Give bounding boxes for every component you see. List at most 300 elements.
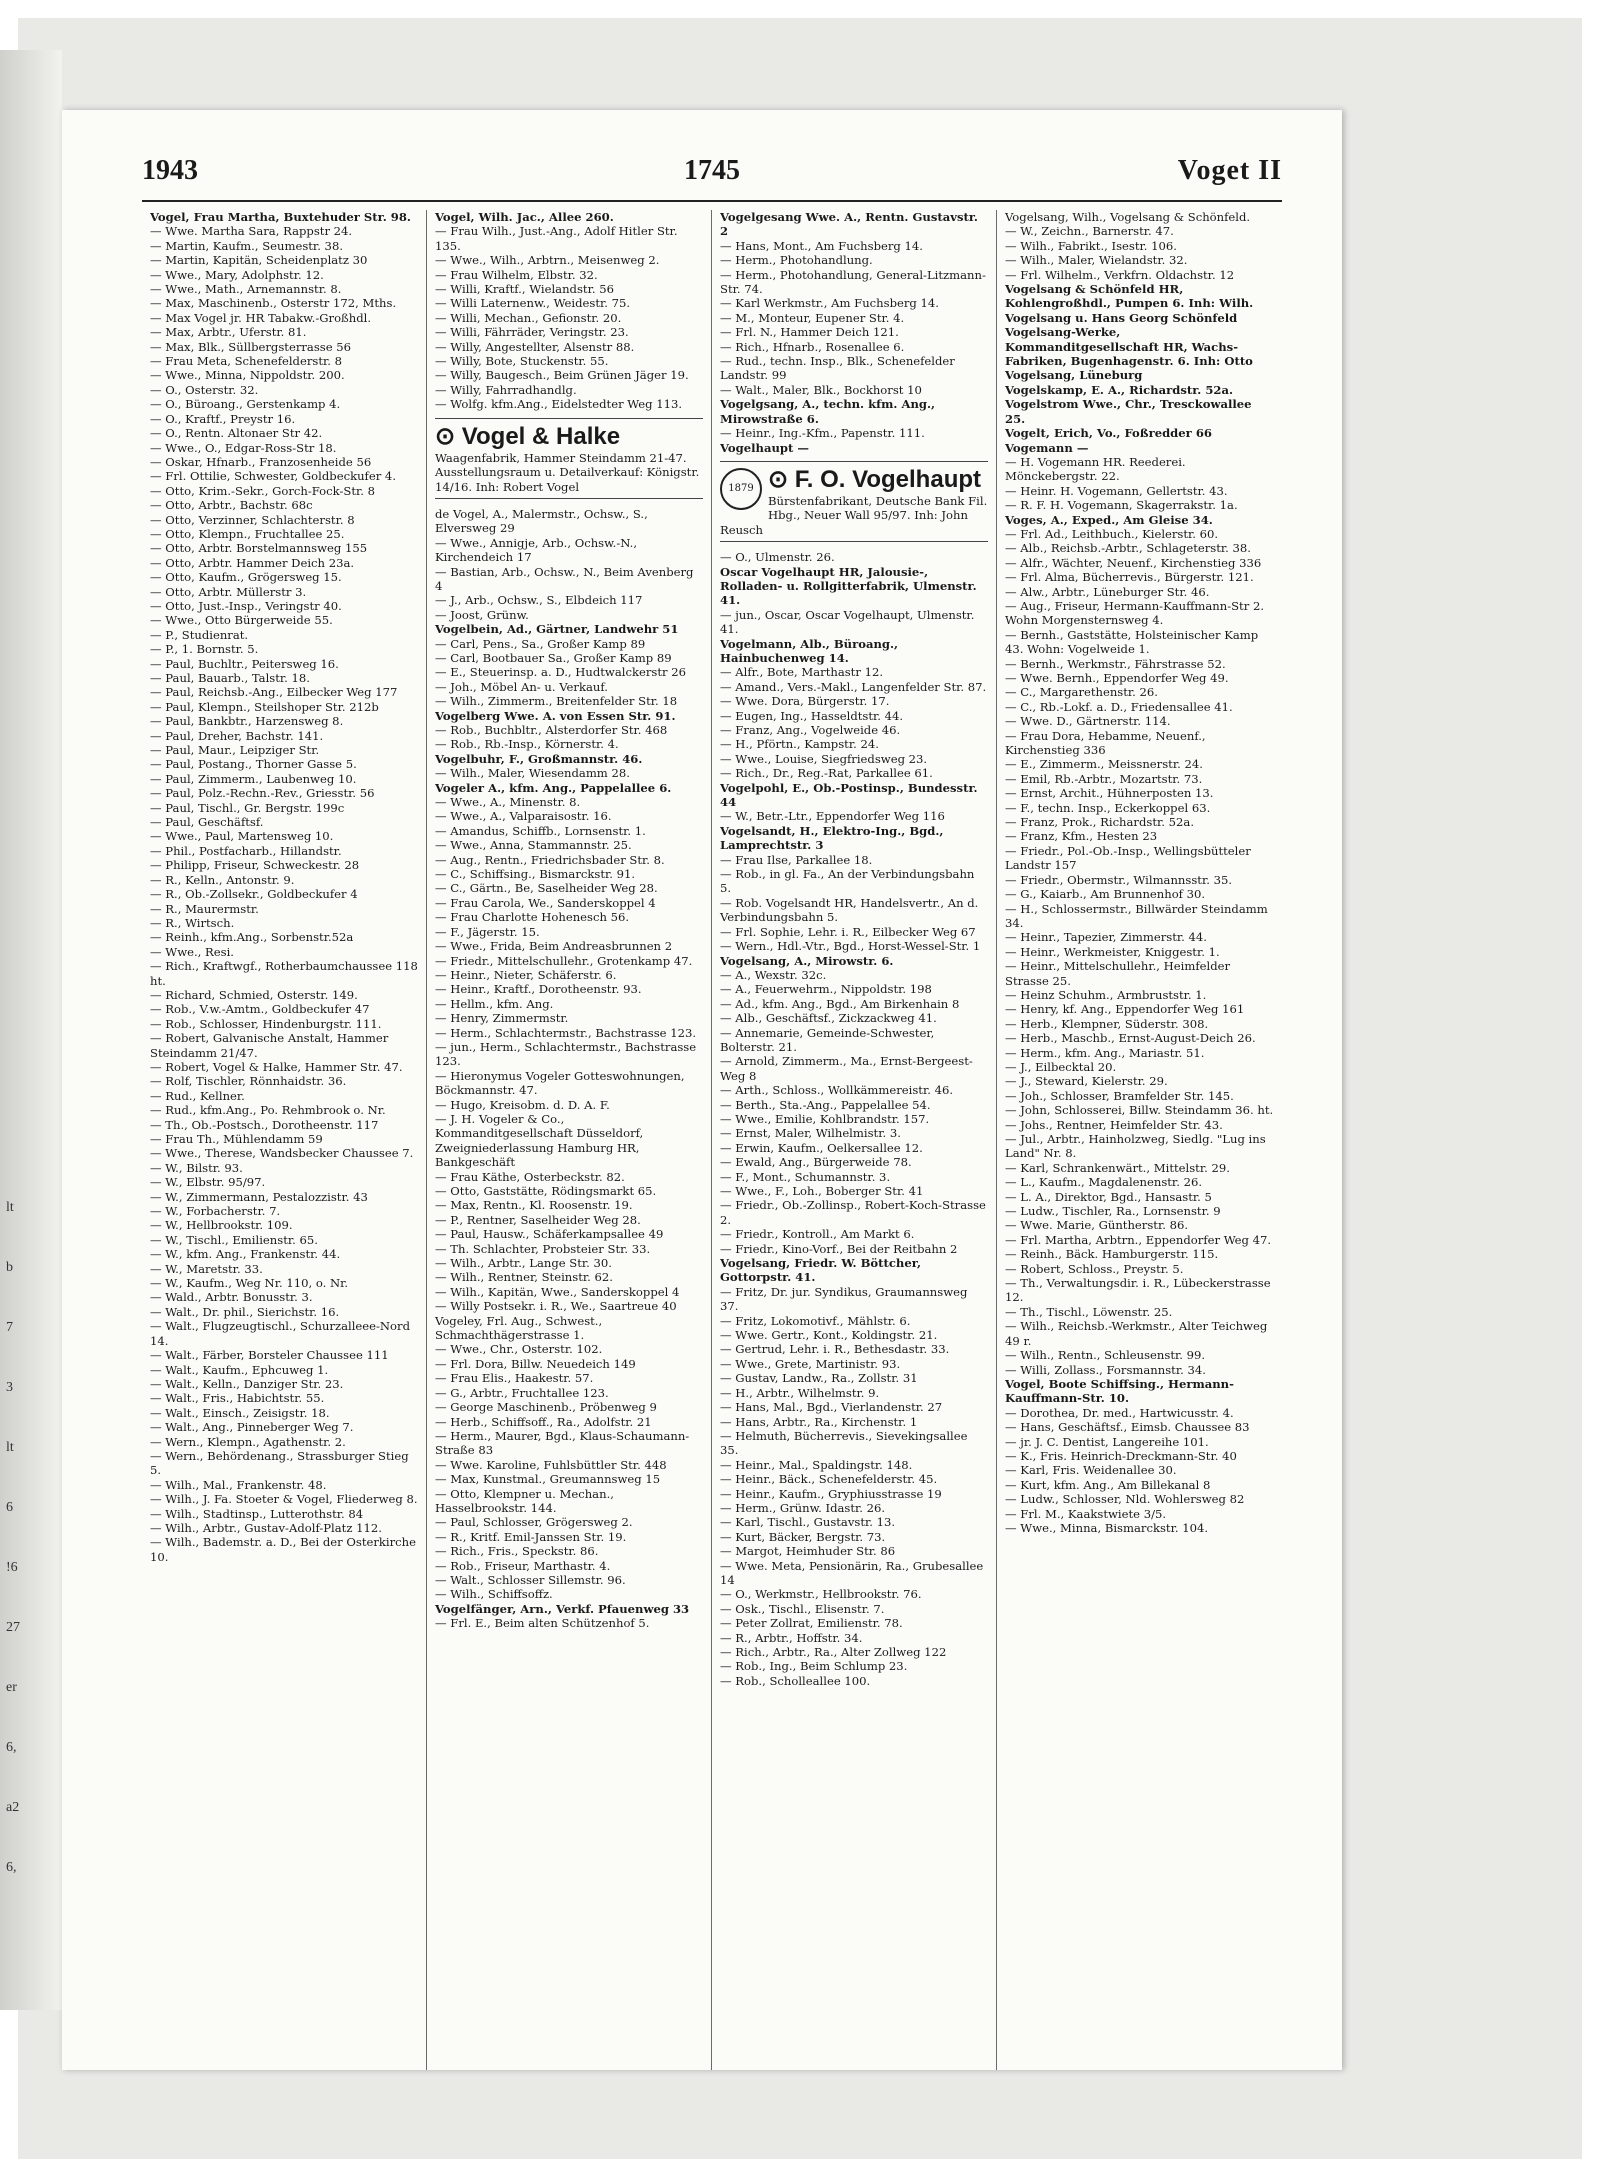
directory-entry: Vogemann — bbox=[1005, 440, 1089, 455]
directory-entry: — Max, Kunstmal., Greumannsweg 15 bbox=[435, 1472, 661, 1487]
directory-entry: — Alfr., Wächter, Neuenf., Kirchenstieg 336 bbox=[1005, 555, 1262, 570]
directory-entry: — J. H. Vogeler & Co., Kommanditgesellschaft Düsseldorf, Zweigniederlassung Hamburg HR, Bankgeschäft bbox=[435, 1111, 644, 1170]
directory-entry: — Wwe., Minna, Nippoldstr. 200. bbox=[150, 368, 345, 383]
directory-entry: — Herm., Photohandlung. bbox=[720, 253, 873, 268]
directory-entry: — Erwin, Kaufm., Oelkersallee 12. bbox=[720, 1140, 923, 1155]
directory-entry: — Frau Elis., Haakestr. 57. bbox=[435, 1371, 594, 1386]
directory-entry: — Franz, Prok., Richardstr. 52a. bbox=[1005, 815, 1194, 830]
directory-entry: — J., Eilbecktal 20. bbox=[1005, 1059, 1117, 1074]
directory-entry: — Walt., Färber, Borsteler Chaussee 111 bbox=[150, 1348, 389, 1363]
directory-entry: — Heinr. H. Vogemann, Gellertstr. 43. bbox=[1005, 483, 1228, 498]
directory-entry: — Martin, Kaufm., Seumestr. 38. bbox=[150, 238, 344, 253]
directory-entry: — Heinr., Nieter, Schäferstr. 6. bbox=[435, 967, 617, 982]
directory-entry: — Willi Laternenw., Weidestr. 75. bbox=[435, 296, 631, 311]
directory-entry: — Dorothea, Dr. med., Hartwicusstr. 4. bbox=[1005, 1405, 1234, 1420]
directory-entry: — Frl. Martha, Arbtrn., Eppendorfer Weg 47. bbox=[1005, 1232, 1272, 1247]
directory-entry: — Herb., Schiffsoff., Ra., Adolfstr. 21 bbox=[435, 1414, 652, 1429]
directory-entry: — Wilh., Maler, Wielandstr. 32. bbox=[1005, 253, 1188, 268]
directory-entry: — Wolfg. kfm.Ang., Eidelstedter Weg 113. bbox=[435, 397, 683, 412]
directory-entry: — Richard, Schmied, Osterstr. 149. bbox=[150, 987, 358, 1002]
directory-entry: — Alb., Geschäftsf., Zickzackweg 41. bbox=[720, 1011, 937, 1026]
directory-entry: — Otto, Arbtr. Hammer Deich 23a. bbox=[150, 555, 355, 570]
directory-entry: — Margot, Heimhuder Str. 86 bbox=[720, 1544, 896, 1559]
directory-entry: — Frau Charlotte Hohenesch 56. bbox=[435, 910, 630, 925]
directory-entry: — Rob., Ing., Beim Schlump 23. bbox=[720, 1659, 908, 1674]
directory-entry: — Frau Ilse, Parkallee 18. bbox=[720, 852, 873, 867]
directory-entry: — Hieronymus Vogeler Gotteswohnungen, Böckmannstr. 47. bbox=[435, 1068, 685, 1098]
directory-entry: — Th., Verwaltungsdir. i. R., Lübeckerstrasse 12. bbox=[1005, 1276, 1271, 1305]
directory-entry: — G., Arbtr., Fruchtallee 123. bbox=[435, 1385, 609, 1400]
directory-entry: — Wwe., Louise, Siegfriedsweg 23. bbox=[720, 751, 928, 766]
directory-entry: — Ernst, Archit., Hühnerposten 13. bbox=[1005, 786, 1214, 801]
directory-entry: — Rob., Scholleallee 100. bbox=[720, 1673, 871, 1688]
directory-entry: — Oskar, Hfnarb., Franzosenheide 56 bbox=[150, 454, 372, 469]
directory-entry: — Heinr., Kraftf., Dorotheenstr. 93. bbox=[435, 982, 642, 997]
directory-entry: Vogelsang-Werke, Kommanditgesellschaft HR, Wachs-Fabriken, Bugenhagenstr. 6. Inh: Otto Vogelsang, Lüneburg bbox=[1005, 325, 1253, 383]
directory-entry: — Osk., Tischl., Elisenstr. 7. bbox=[720, 1601, 885, 1616]
directory-entry: — Heinr., Mittelschullehr., Heimfelder Strasse 25. bbox=[1005, 959, 1231, 988]
directory-entry: — Peter Zollrat, Emilienstr. 78. bbox=[720, 1616, 903, 1631]
directory-entry: — Wwe., Minna, Bismarckstr. 104. bbox=[1005, 1520, 1209, 1535]
directory-entry: — Th., Ob.-Postsch., Dorotheenstr. 117 bbox=[150, 1117, 379, 1132]
directory-entry: — Rud., Kellner. bbox=[150, 1088, 245, 1103]
directory-entry: — Willi, Kraftf., Wielandstr. 56 bbox=[435, 282, 614, 297]
directory-entry: — Friedr., Kontroll., Am Markt 6. bbox=[720, 1227, 915, 1242]
directory-entry: — F., Jägerstr. 15. bbox=[435, 924, 540, 939]
directory-entry: Vogeler A., kfm. Ang., Pappelallee 6. bbox=[435, 780, 672, 795]
directory-entry: — Wilh., Fabrikt., Isestr. 106. bbox=[1005, 238, 1177, 253]
directory-entry: — Willy Postsekr. i. R., We., Saartreue 40 bbox=[435, 1299, 677, 1314]
directory-entry: — Walt., Schlosser Sillemstr. 96. bbox=[435, 1572, 626, 1587]
directory-entry: — jun., Oscar, Oscar Vogelhaupt, Ulmenstr. 41. bbox=[720, 607, 975, 637]
margin-mark: 7 bbox=[6, 1320, 13, 1335]
directory-entry: — Willi, Fährräder, Veringstr. 23. bbox=[435, 325, 629, 340]
directory-entry: — Hugo, Kreisobm. d. D. A. F. bbox=[435, 1097, 610, 1112]
directory-entry: — Rob., in gl. Fa., An der Verbindungsbahn 5. bbox=[720, 867, 975, 896]
directory-entry: — Wwe., A., Minenstr. 8. bbox=[435, 795, 581, 810]
directory-entry: — Wern., Behördenang., Strassburger Stieg 5. bbox=[150, 1448, 409, 1478]
margin-mark: 27 bbox=[6, 1620, 20, 1635]
directory-columns bbox=[142, 210, 1282, 2070]
directory-entry: — Helmuth, Bücherrevis., Sievekingsallee 35. bbox=[720, 1428, 968, 1458]
directory-entry: — Hans, Mont., Am Fuchsberg 14. bbox=[720, 238, 923, 253]
page-header bbox=[142, 155, 1282, 195]
directory-entry: — Rob. Vogelsandt HR, Handelsvertr., An d. Verbindungsbahn 5. bbox=[720, 895, 979, 925]
directory-entry: Vogelfänger, Arn., Verkf. Pfauenweg 33 bbox=[435, 1601, 690, 1616]
directory-entry: — R., Kelln., Antonstr. 9. bbox=[150, 872, 295, 887]
directory-entry: — H., Pförtn., Kampstr. 24. bbox=[720, 737, 879, 752]
directory-entry: — P., Rentner, Saselheider Weg 28. bbox=[435, 1212, 641, 1227]
directory-entry: — Th., Tischl., Löwenstr. 25. bbox=[1005, 1304, 1173, 1319]
directory-entry: — Rob., Rb.-Insp., Körnerstr. 4. bbox=[435, 737, 619, 752]
directory-entry: Vogelgesang Wwe. A., Rentn. Gustavstr. 2 bbox=[720, 210, 978, 239]
directory-entry: — Frau Th., Mühlendamm 59 bbox=[150, 1132, 323, 1146]
directory-entry: — Fritz, Dr. jur. Syndikus, Graumannsweg 37. bbox=[720, 1284, 968, 1314]
column-3 bbox=[712, 210, 997, 2070]
directory-entry: — Paul, Reichsb.-Ang., Eilbecker Weg 177 bbox=[150, 685, 398, 700]
directory-entry: Voges, A., Exped., Am Gleise 34. bbox=[1005, 512, 1213, 527]
directory-entry: — Heinr., Tapezier, Zimmerstr. 44. bbox=[1005, 930, 1207, 945]
directory-entry: — J., Steward, Kielerstr. 29. bbox=[1005, 1074, 1168, 1089]
directory-entry: — jun., Herm., Schlachtermstr., Bachstrasse 123. bbox=[435, 1039, 697, 1069]
running-head: Voget II bbox=[1177, 155, 1282, 186]
directory-entry: — Rob., V.w.-Amtm., Goldbeckufer 47 bbox=[150, 1002, 370, 1017]
directory-entry: — Rolf, Tischler, Rönnhaidstr. 36. bbox=[150, 1074, 347, 1089]
directory-entry: — Hellm., kfm. Ang. bbox=[435, 996, 554, 1011]
directory-entry: — Friedr., Obermstr., Wilmannsstr. 35. bbox=[1005, 872, 1233, 887]
directory-entry: — Wwe. Karoline, Fuhlsbüttler Str. 448 bbox=[435, 1457, 667, 1472]
directory-entry: — Robert, Schloss., Preystr. 5. bbox=[1005, 1261, 1184, 1276]
directory-entry: — Wwe., Otto Bürgerweide 55. bbox=[150, 613, 333, 628]
directory-entry: — Walt., Flugzeugtischl., Schurzalleee-Nord 14. bbox=[150, 1319, 410, 1348]
directory-entry: — Frl. Ad., Leithbuch., Kielerstr. 60. bbox=[1005, 526, 1219, 541]
directory-entry: Vogelsang, Wilh., Vogelsang & Schönfeld. bbox=[1005, 210, 1251, 224]
directory-entry: — Jul., Arbtr., Hainholzweg, Siedlg. "Lug ins Land" Nr. 8. bbox=[1005, 1132, 1266, 1161]
directory-entry: — Gustav, Landw., Ra., Zollstr. 31 bbox=[720, 1371, 918, 1386]
directory-entry: — Willy, Fahrradhandlg. bbox=[435, 382, 577, 397]
directory-entry: — W., Betr.-Ltr., Eppendorfer Weg 116 bbox=[720, 809, 945, 824]
directory-entry: — Wwe., Emilie, Kohlbrandstr. 157. bbox=[720, 1111, 930, 1126]
directory-entry: — W., Zeichn., Barnerstr. 47. bbox=[1005, 224, 1174, 239]
directory-entry: — Philipp, Friseur, Schweckestr. 28 bbox=[150, 858, 360, 873]
directory-entry: — Joh., Möbel An- u. Verkauf. bbox=[435, 679, 608, 694]
directory-entry: — J., Arb., Ochsw., S., Elbdeich 117 bbox=[435, 593, 643, 608]
directory-entry: Vogelsang, A., Mirowstr. 6. bbox=[720, 953, 894, 968]
directory-entry: Vogelgsang, A., techn. kfm. Ang., Mirowstraße 6. bbox=[720, 397, 936, 426]
directory-entry: — A., Feuerwehrm., Nippoldstr. 198 bbox=[720, 982, 932, 997]
directory-entry: Vogelstrom Wwe., Chr., Tresckowallee 25. bbox=[1005, 397, 1252, 426]
directory-entry: — Ewald, Ang., Bürgerweide 78. bbox=[720, 1155, 912, 1170]
column-2 bbox=[427, 210, 712, 2070]
directory-entry: — Herm., kfm. Ang., Mariastr. 51. bbox=[1005, 1045, 1205, 1060]
directory-entry: — Emil, Rb.-Arbtr., Mozartstr. 73. bbox=[1005, 771, 1203, 786]
directory-entry: — Paul, Postang., Thorner Gasse 5. bbox=[150, 757, 357, 772]
directory-entry: — Paul, Schlosser, Grögersweg 2. bbox=[435, 1515, 633, 1530]
directory-entry: — Heinr., Bäck., Schenefelderstr. 45. bbox=[720, 1472, 938, 1487]
directory-entry: — Karl, Schrankenwärt., Mittelstr. 29. bbox=[1005, 1160, 1230, 1175]
year-label: 1943 bbox=[142, 155, 198, 186]
directory-entry: Vogel, Wilh. Jac., Allee 260. bbox=[435, 210, 614, 224]
directory-entry: — Otto, Arbtr., Bachstr. 68c bbox=[150, 498, 313, 513]
directory-entry: — Frl. Sophie, Lehr. i. R., Eilbecker Weg 67 bbox=[720, 924, 976, 939]
directory-entry: — Carl, Bootbauer Sa., Großer Kamp 89 bbox=[435, 650, 672, 665]
directory-entry: — Fritz, Lokomotivf., Mählstr. 6. bbox=[720, 1313, 911, 1328]
directory-entry: — Wilh., Rentner, Steinstr. 62. bbox=[435, 1270, 613, 1285]
directory-entry: — Robert, Galvanische Anstalt, Hammer Steindamm 21/47. bbox=[150, 1031, 389, 1060]
directory-entry: — Rud., kfm.Ang., Po. Rehmbrook o. Nr. bbox=[150, 1103, 386, 1118]
directory-entry: Vogelskamp, E. A., Richardstr. 52a. bbox=[1005, 382, 1234, 397]
directory-entry: — Wern., Hdl.-Vtr., Bgd., Horst-Wessel-Str. 1 bbox=[720, 939, 981, 954]
directory-entry: — Walt., Maler, Blk., Bockhorst 10 bbox=[720, 382, 922, 397]
directory-entry: — Willi, Mechan., Gefionstr. 20. bbox=[435, 310, 622, 325]
margin-mark: er bbox=[6, 1680, 17, 1695]
directory-entry: — Otto, Arbtr. Müllerstr 3. bbox=[150, 584, 307, 599]
directory-entry: — R., Ob.-Zollsekr., Goldbeckufer 4 bbox=[150, 887, 358, 902]
directory-entry: — Wwe. Dora, Bürgerstr. 17. bbox=[720, 694, 890, 709]
directory-entry: — Rob., Schlosser, Hindenburgstr. 111. bbox=[150, 1016, 382, 1031]
directory-entry: — Willy, Baugesch., Beim Grünen Jäger 19. bbox=[435, 368, 689, 383]
directory-entry: — W., Hellbrookstr. 109. bbox=[150, 1218, 293, 1233]
directory-entry: — Ad., kfm. Ang., Bgd., Am Birkenhain 8 bbox=[720, 996, 960, 1011]
directory-entry: — Wwe., Annigje, Arb., Ochsw.-N., Kirchendeich 17 bbox=[435, 535, 638, 565]
directory-entry: — Rob., Friseur, Marthastr. 4. bbox=[435, 1558, 611, 1573]
directory-entry: — Henry, Zimmermstr. bbox=[435, 1011, 569, 1026]
directory-entry: — Paul, Polz.-Rechn.-Rev., Griesstr. 56 bbox=[150, 786, 375, 801]
directory-entry: — Wwe., Therese, Wandsbecker Chaussee 7. bbox=[150, 1146, 414, 1161]
directory-entry: — Eugen, Ing., Hasseldtstr. 44. bbox=[720, 708, 904, 723]
directory-entry: — Rich., Dr., Reg.-Rat, Parkallee 61. bbox=[720, 766, 933, 781]
directory-entry: — O., Büroang., Gerstenkamp 4. bbox=[150, 397, 341, 412]
directory-entry: — Friedr., Mittelschullehr., Grotenkamp 47. bbox=[435, 953, 693, 968]
directory-entry: — Alfr., Bote, Marthastr 12. bbox=[720, 665, 884, 680]
directory-entry: Vogelbuhr, F., Großmannstr. 46. bbox=[435, 751, 643, 766]
directory-entry: — Kurt, Bäcker, Bergstr. 73. bbox=[720, 1529, 886, 1544]
directory-entry: — H. Vogemann HR. Reederei. Mönckebergstr. 22. bbox=[1005, 454, 1186, 484]
directory-entry: — Frl. E., Beim alten Schützenhof 5. bbox=[435, 1616, 650, 1631]
directory-entry: — C., Margarethenstr. 26. bbox=[1005, 685, 1158, 700]
directory-entry: — Kurt, kfm. Ang., Am Billekanal 8 bbox=[1005, 1477, 1211, 1492]
directory-entry: — Ernst, Maler, Wilhelmistr. 3. bbox=[720, 1126, 901, 1141]
directory-entry: Vogelsang, Friedr. W. Böttcher, Gottorpstr. 41. bbox=[720, 1256, 922, 1285]
directory-entry: — Wwe., Math., Arnemannstr. 8. bbox=[150, 282, 342, 297]
directory-entry: — Hans, Geschäftsf., Eimsb. Chaussee 83 bbox=[1005, 1420, 1250, 1435]
directory-entry: — Gertrud, Lehr. i. R., Bethesdastr. 33. bbox=[720, 1342, 950, 1357]
directory-entry: — Wilh., Bademstr. a. D., Bei der Osterkirche 10. bbox=[150, 1535, 417, 1564]
directory-entry: — Wwe., O., Edgar-Ross-Str 18. bbox=[150, 440, 337, 455]
directory-entry: — Bernh., Gaststätte, Holsteinischer Kamp 43. Wohn: Vogelweide 1. bbox=[1005, 627, 1259, 657]
directory-entry: — F., techn. Insp., Eckerkoppel 63. bbox=[1005, 800, 1211, 815]
directory-entry: — P., 1. Bornstr. 5. bbox=[150, 642, 259, 657]
directory-entry: — Willi, Zollass., Forsmannstr. 34. bbox=[1005, 1362, 1206, 1377]
directory-entry: — Rud., techn. Insp., Blk., Schenefelder Landstr. 99 bbox=[720, 354, 955, 383]
directory-entry: — Joh., Schlosser, Bramfelder Str. 145. bbox=[1005, 1088, 1234, 1103]
directory-entry: — Walt., Einsch., Zeisigstr. 18. bbox=[150, 1405, 330, 1420]
advertisement-body: Bürstenfabrikant, Deutsche Bank Fil. Hbg., Neuer Wall 95/97. Inh: John Reusch bbox=[720, 493, 988, 537]
directory-entry: Vogelsang & Schönfeld HR, Kohlengroßhdl., Pumpen 6. Inh: Wilh. Vogelsang u. Hans Georg Schönfeld bbox=[1005, 282, 1254, 325]
directory-entry: — R., Wirtsch. bbox=[150, 915, 235, 930]
directory-entry: — Max, Arbtr., Uferstr. 81. bbox=[150, 325, 307, 340]
directory-entry: — Paul, Dreher, Bachstr. 141. bbox=[150, 728, 324, 743]
directory-entry: Vogel, Frau Martha, Buxtehuder Str. 98. bbox=[150, 210, 411, 224]
directory-entry: — John, Schlosserei, Billw. Steindamm 36. ht. bbox=[1005, 1103, 1274, 1118]
directory-entry: — O., Werkmstr., Hellbrookstr. 76. bbox=[720, 1587, 922, 1602]
directory-entry: — C., Schiffsing., Bismarckstr. 91. bbox=[435, 867, 636, 882]
directory-entry: — Wern., Klempn., Agathenstr. 2. bbox=[150, 1434, 346, 1449]
directory-entry: — Rich., Arbtr., Ra., Alter Zollweg 122 bbox=[720, 1645, 947, 1659]
directory-entry: — Willy, Angestellter, Alsenstr 88. bbox=[435, 339, 635, 354]
directory-entry: — Ludw., Schlosser, Nld. Wohlersweg 82 bbox=[1005, 1492, 1245, 1507]
directory-entry: — Walt., Kelln., Danziger Str. 23. bbox=[150, 1376, 344, 1391]
margin-mark: 6, bbox=[6, 1740, 17, 1755]
directory-entry: — Wilh., Schiffsoffz. bbox=[435, 1587, 553, 1602]
directory-entry: — Frau Meta, Schenefelderstr. 8 bbox=[150, 354, 343, 369]
advertisement-block bbox=[720, 461, 988, 542]
directory-entry: — Wwe. Martha Sara, Rappstr 24. bbox=[150, 224, 353, 239]
directory-entry: — Frl. M., Kaakstwiete 3/5. bbox=[1005, 1506, 1167, 1521]
directory-entry: — H., Schlossermstr., Billwärder Steindamm 34. bbox=[1005, 901, 1268, 930]
page-number: 1745 bbox=[684, 155, 740, 186]
directory-entry: — W., Tischl., Emilienstr. 65. bbox=[150, 1232, 318, 1247]
directory-entry: — Martin, Kapitän, Scheidenplatz 30 bbox=[150, 253, 368, 268]
directory-entry: — Wwe., Resi. bbox=[150, 944, 234, 959]
directory-entry: — Wilh., Maler, Wiesendamm 28. bbox=[435, 766, 630, 781]
directory-entry: — Franz, Kfm., Hesten 23 bbox=[1005, 829, 1158, 844]
directory-entry: — Paul, Zimmerm., Laubenweg 10. bbox=[150, 771, 357, 786]
directory-entry: — Annemarie, Gemeinde-Schwester, Bolterstr. 21. bbox=[720, 1025, 935, 1054]
directory-entry: — Ludw., Tischler, Ra., Lornsenstr. 9 bbox=[1005, 1204, 1221, 1219]
directory-entry: — R., Kritf. Emil-Janssen Str. 19. bbox=[435, 1529, 627, 1544]
directory-entry: — W., Zimmermann, Pestalozzistr. 43 bbox=[150, 1189, 368, 1204]
directory-entry: — Hans, Mal., Bgd., Vierlandenstr. 27 bbox=[720, 1400, 943, 1415]
directory-entry: — H., Arbtr., Wilhelmstr. 9. bbox=[720, 1385, 880, 1400]
directory-entry: — O., Ulmenstr. 26. bbox=[720, 550, 835, 565]
directory-entry: — Alw., Arbtr., Lüneburger Str. 46. bbox=[1005, 584, 1210, 599]
directory-entry: — O., Rentn. Altonaer Str 42. bbox=[150, 426, 323, 441]
directory-entry: — Friedr., Pol.-Ob.-Insp., Wellingsbütteler Landstr 157 bbox=[1005, 843, 1251, 873]
directory-entry: — W., Kaufm., Weg Nr. 110, o. Nr. bbox=[150, 1276, 349, 1291]
directory-entry: — Frl. Dora, Billw. Neuedeich 149 bbox=[435, 1356, 636, 1371]
directory-entry: — W., Maretstr. 33. bbox=[150, 1261, 263, 1276]
directory-entry: — Friedr., Ob.-Zollinsp., Robert-Koch-Strasse 2. bbox=[720, 1198, 986, 1227]
directory-entry: — Max Vogel jr. HR Tabakw.-Großhdl. bbox=[150, 310, 372, 325]
directory-entry: — C., Rb.-Lokf. a. D., Friedensallee 41. bbox=[1005, 699, 1233, 714]
directory-entry: — Otto, Klempner u. Mechan., Hasselbrookstr. 144. bbox=[435, 1486, 614, 1515]
directory-entry: — Paul, Geschäftsf. bbox=[150, 815, 264, 830]
directory-entry: — Arnold, Zimmerm., Ma., Ernst-Bergeest-Weg 8 bbox=[720, 1054, 973, 1083]
directory-entry: — Franz, Ang., Vogelweide 46. bbox=[720, 723, 901, 737]
directory-entry: — W., Elbstr. 95/97. bbox=[150, 1175, 266, 1190]
directory-entry: — Th. Schlachter, Probsteier Str. 33. bbox=[435, 1241, 651, 1256]
directory-entry: — K., Fris. Heinrich-Dreckmann-Str. 40 bbox=[1005, 1448, 1237, 1463]
directory-entry: — L., Kaufm., Magdalenenstr. 26. bbox=[1005, 1175, 1203, 1190]
directory-entry: — Frau Dora, Hebamme, Neuenf., Kirchenstieg 336 bbox=[1005, 728, 1206, 758]
margin-mark: 6 bbox=[6, 1500, 13, 1515]
directory-entry: — Wilh., Mal., Frankenstr. 48. bbox=[150, 1477, 327, 1492]
directory-entry: — Wwe., Grete, Martinistr. 93. bbox=[720, 1356, 901, 1371]
directory-entry: — E., Steuerinsp. a. D., Hudtwalckerstr 26 bbox=[435, 665, 686, 680]
directory-entry: — Arth., Schloss., Wollkämmereistr. 46. bbox=[720, 1083, 954, 1098]
directory-entry: — Herm., Schlachtermstr., Bachstrasse 123. bbox=[435, 1025, 697, 1040]
directory-entry: — Frl. Alma, Bücherrevis., Bürgerstr. 121. bbox=[1005, 570, 1254, 585]
company-emblem: 1879 bbox=[720, 468, 762, 510]
directory-entry: — M., Monteur, Eupener Str. 4. bbox=[720, 310, 905, 325]
directory-entry: — Walt., Kaufm., Ephcuweg 1. bbox=[150, 1362, 329, 1377]
directory-entry: Vogelpohl, E., Ob.-Postinsp., Bundesstr. 44 bbox=[720, 780, 978, 810]
directory-entry: — jr. J. C. Dentist, Langereihe 101. bbox=[1005, 1434, 1209, 1449]
directory-entry: — Wwe. Marie, Güntherstr. 86. bbox=[1005, 1218, 1189, 1233]
directory-entry: — W., Bilstr. 93. bbox=[150, 1160, 243, 1175]
directory-entry: — Bernh., Werkmstr., Fährstrasse 52. bbox=[1005, 656, 1226, 671]
directory-entry: Vogelsandt, H., Elektro-Ing., Bgd., Lamprechtstr. 3 bbox=[720, 823, 944, 853]
directory-entry: — Bastian, Arb., Ochsw., N., Beim Avenberg 4 bbox=[435, 564, 694, 593]
directory-entry: — Wilh., J. Fa. Stoeter & Vogel, Fliederweg 8. bbox=[150, 1492, 418, 1507]
directory-entry: — Berth., Sta.-Ang., Pappelallee 54. bbox=[720, 1097, 931, 1112]
directory-entry: — Wilh., Kapitän, Wwe., Sanderskoppel 4 bbox=[435, 1284, 680, 1299]
directory-entry: — Otto, Klempn., Fruchtallee 25. bbox=[150, 526, 345, 541]
directory-entry: — Heinr., Werkmeister, Kniggestr. 1. bbox=[1005, 944, 1220, 959]
directory-entry: — Friedr., Kino-Vorf., Bei der Reitbahn 2 bbox=[720, 1241, 958, 1256]
directory-entry: — Wilh., Arbtr., Gustav-Adolf-Platz 112. bbox=[150, 1520, 382, 1535]
column-1 bbox=[142, 210, 427, 2070]
directory-entry: — Wilh., Arbtr., Lange Str. 30. bbox=[435, 1256, 612, 1271]
advertisement-body: Waagenfabrik, Hammer Steindamm 21-47. Ausstellungsraum u. Detailverkauf: Königstr. 14/16. Inh: Robert Vogel bbox=[435, 450, 700, 494]
margin-mark: !6 bbox=[6, 1560, 18, 1575]
directory-entry: — Herm., Photohandlung, General-Litzmann-Str. 74. bbox=[720, 267, 986, 297]
margin-mark: a2 bbox=[6, 1800, 20, 1815]
directory-entry: — R., Arbtr., Hoffstr. 34. bbox=[720, 1630, 863, 1645]
column-4 bbox=[997, 210, 1282, 2070]
directory-entry: — Paul, Maur., Leipziger Str. bbox=[150, 743, 320, 758]
directory-entry: — Frl. Ottilie, Schwester, Goldbeckufer 4. bbox=[150, 469, 396, 484]
directory-entry: — Walt., Fris., Habichtstr. 55. bbox=[150, 1391, 325, 1406]
directory-entry: — Amand., Vers.-Makl., Langenfelder Str. 87. bbox=[720, 679, 987, 694]
directory-entry: Vogelbein, Ad., Gärtner, Landwehr 51 bbox=[435, 622, 679, 637]
directory-entry: — Wilh., Reichsb.-Werkmstr., Alter Teichweg 49 r. bbox=[1005, 1319, 1268, 1348]
directory-entry: — Otto, Just.-Insp., Veringstr 40. bbox=[150, 598, 342, 613]
directory-entry: Vogelberg Wwe. A. von Essen Str. 91. bbox=[435, 708, 676, 723]
directory-entry: — Paul, Tischl., Gr. Bergstr. 199c bbox=[150, 800, 345, 815]
directory-entry: — Hans, Arbtr., Ra., Kirchenstr. 1 bbox=[720, 1414, 918, 1429]
directory-entry: — Wald., Arbtr. Bonusstr. 3. bbox=[150, 1290, 313, 1305]
directory-entry: — Wwe., Mary, Adolphstr. 12. bbox=[150, 267, 324, 282]
margin-mark: lt bbox=[6, 1200, 14, 1215]
directory-entry: — George Maschinenb., Pröbenweg 9 bbox=[435, 1400, 657, 1415]
directory-entry: — Wwe. D., Gärtnerstr. 114. bbox=[1005, 714, 1171, 729]
margin-mark: b bbox=[6, 1260, 13, 1275]
advertisement-title: ⊙ F. O. Vogelhaupt bbox=[768, 465, 981, 493]
directory-entry: — Carl, Pens., Sa., Großer Kamp 89 bbox=[435, 636, 646, 651]
directory-entry: — Heinz Schuhm., Armbruststr. 1. bbox=[1005, 987, 1207, 1002]
directory-entry: — Wwe., A., Valparaisostr. 16. bbox=[435, 809, 612, 824]
directory-entry: — Rich., Hfnarb., Rosenallee 6. bbox=[720, 339, 905, 354]
directory-page bbox=[62, 110, 1342, 2070]
directory-entry: — Wwe. Meta, Pensionärin, Ra., Grubesallee 14 bbox=[720, 1558, 984, 1587]
directory-entry: Vogeley, Frl. Aug., Schwest., Schmachthägerstrasse 1. bbox=[435, 1313, 603, 1343]
directory-entry: — G., Kaiarb., Am Brunnenhof 30. bbox=[1005, 887, 1206, 902]
directory-entry: — Frl. N., Hammer Deich 121. bbox=[720, 325, 899, 340]
margin-mark: lt bbox=[6, 1440, 14, 1455]
directory-entry: — Max, Blk., Süllbergsterrasse 56 bbox=[150, 339, 352, 354]
directory-entry: — Frau Carola, We., Sanderskoppel 4 bbox=[435, 895, 656, 910]
directory-entry: — Johs., Rentner, Heimfelder Str. 43. bbox=[1005, 1117, 1223, 1132]
directory-entry: Vogel, Boote Schiffsing., Hermann-Kauffmann-Str. 10. bbox=[1005, 1376, 1234, 1406]
directory-entry: — Herb., Maschb., Ernst-August-Deich 26. bbox=[1005, 1031, 1256, 1046]
header-rule bbox=[142, 200, 1282, 202]
directory-entry: — Otto, Verzinner, Schlachterstr. 8 bbox=[150, 512, 355, 527]
directory-entry: Vogelt, Erich, Vo., Foßredder 66 bbox=[1005, 426, 1212, 441]
directory-entry: — Henry, kf. Ang., Eppendorfer Weg 161 bbox=[1005, 1002, 1245, 1017]
margin-mark: 6, bbox=[6, 1860, 17, 1875]
directory-entry: — Karl, Fris. Weidenallee 30. bbox=[1005, 1463, 1177, 1478]
directory-entry: — Wwe., F., Loh., Boberger Str. 41 bbox=[720, 1184, 924, 1198]
directory-entry: — Herb., Klempner, Süderstr. 308. bbox=[1005, 1016, 1209, 1031]
directory-entry: — Rob., Buchbltr., Alsterdorfer Str. 468 bbox=[435, 723, 668, 737]
directory-entry: — Wilh., Zimmerm., Breitenfelder Str. 18 bbox=[435, 694, 678, 709]
directory-entry: — R. F. H. Vogemann, Skagerrakstr. 1a. bbox=[1005, 498, 1238, 513]
directory-entry: — Wwe., Anna, Stammannstr. 25. bbox=[435, 838, 632, 853]
directory-entry: — Aug., Rentn., Friedrichsbader Str. 8. bbox=[435, 852, 665, 867]
facing-page-edge bbox=[0, 50, 62, 2010]
directory-entry: — Heinr., Ing.-Kfm., Papenstr. 111. bbox=[720, 426, 925, 441]
directory-entry: — Alb., Reichsb.-Arbtr., Schlageterstr. 38. bbox=[1005, 541, 1251, 556]
directory-entry: — Paul, Bauarb., Talstr. 18. bbox=[150, 671, 310, 685]
directory-entry: — Max, Maschinenb., Osterstr 172, Mths. bbox=[150, 296, 397, 311]
directory-entry: — Frau Käthe, Osterbeckstr. 82. bbox=[435, 1169, 625, 1184]
directory-entry: — R., Maurermstr. bbox=[150, 901, 259, 916]
directory-entry: — C., Gärtn., Be, Saselheider Weg 28. bbox=[435, 881, 658, 896]
directory-entry: — Otto, Gaststätte, Rödingsmarkt 65. bbox=[435, 1184, 657, 1198]
directory-entry: — F., Mont., Schumannstr. 3. bbox=[720, 1169, 891, 1184]
